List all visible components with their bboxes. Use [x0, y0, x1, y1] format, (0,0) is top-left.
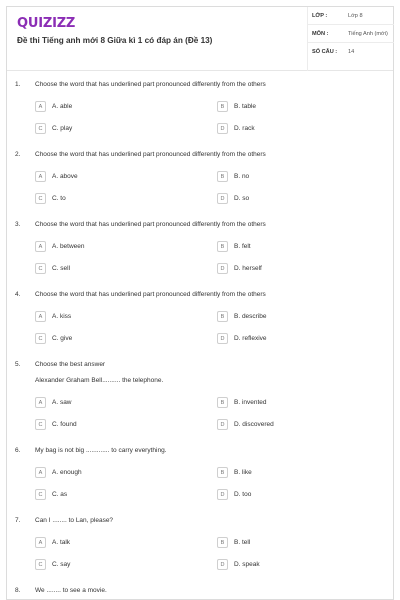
meta-value: Tiếng Anh (mới)	[348, 31, 388, 37]
option-letter-box[interactable]: A	[35, 537, 46, 548]
option-letter-box[interactable]: B	[217, 171, 228, 182]
option-letter-box[interactable]: A	[35, 171, 46, 182]
option-text: D. speak	[234, 561, 260, 568]
option-text: A. between	[52, 243, 85, 250]
option-text: B. table	[234, 103, 257, 110]
question-number: 7.	[15, 517, 21, 524]
option-letter-box[interactable]: A	[35, 101, 46, 112]
option-text: A. kiss	[52, 313, 72, 320]
option-letter-box[interactable]: D	[217, 333, 228, 344]
meta-row-class	[308, 7, 394, 25]
option-text: D. rack	[234, 125, 255, 132]
meta-key: SỐ CÂU :	[312, 49, 338, 55]
option-text: C. say	[52, 561, 71, 568]
option-text: A. talk	[52, 539, 71, 546]
question-text: Choose the word that has underlined part pronounced differently from the others	[35, 221, 266, 228]
question-text: Choose the word that has underlined part pronounced differently from the others	[35, 151, 266, 158]
meta-value: Lớp 8	[348, 13, 363, 19]
question-sentence: Alexander Graham Bell.......... the telephone.	[35, 377, 164, 384]
meta-row-subject	[308, 25, 394, 43]
option-text: C. to	[52, 195, 66, 202]
meta-row-count	[308, 43, 394, 61]
question-text: Choose the word that has underlined part pronounced differently from the others	[35, 291, 266, 298]
option-text: B. like	[234, 469, 252, 476]
question-text: Choose the word that has underlined part pronounced differently from the others	[35, 81, 266, 88]
question-number: 5.	[15, 361, 21, 368]
option-text: B. tell	[234, 539, 251, 546]
option-letter-box[interactable]: B	[217, 241, 228, 252]
option-text: B. invented	[234, 399, 267, 406]
option-letter-box[interactable]: D	[217, 559, 228, 570]
option-letter-box[interactable]: B	[217, 467, 228, 478]
meta-key: LỚP :	[312, 13, 328, 19]
option-letter-box[interactable]: C	[35, 559, 46, 570]
option-letter-box[interactable]: D	[217, 263, 228, 274]
option-letter-box[interactable]: B	[217, 311, 228, 322]
option-letter-box[interactable]: A	[35, 241, 46, 252]
option-text: D. herself	[234, 265, 262, 272]
meta-table	[307, 7, 393, 71]
option-text: A. saw	[52, 399, 72, 406]
option-letter-box[interactable]: C	[35, 263, 46, 274]
meta-value: 14	[348, 49, 355, 55]
worksheet-page	[6, 6, 394, 600]
quizizz-logo: QUIZIZZ	[17, 16, 76, 31]
option-text: B. no	[234, 173, 250, 180]
option-letter-box[interactable]: D	[217, 123, 228, 134]
question-number: 6.	[15, 447, 21, 454]
option-letter-box[interactable]: C	[35, 193, 46, 204]
worksheet-header	[7, 7, 393, 71]
question-text: My bag is not big ............. to carry everything.	[35, 447, 167, 454]
option-letter-box[interactable]: C	[35, 123, 46, 134]
option-letter-box[interactable]: A	[35, 311, 46, 322]
option-text: C. found	[52, 421, 77, 428]
option-text: A. above	[52, 173, 78, 180]
option-letter-box[interactable]: A	[35, 397, 46, 408]
option-letter-box[interactable]: B	[217, 537, 228, 548]
question-text: Choose the best answer	[35, 361, 106, 368]
option-text: D. reflexive	[234, 335, 267, 342]
option-letter-box[interactable]: B	[217, 397, 228, 408]
option-letter-box[interactable]: B	[217, 101, 228, 112]
page-title: Đề thi Tiếng anh mới 8 Giữa kì 1 có đáp án (Đề 13)	[17, 36, 213, 45]
option-text: D. discovered	[234, 421, 274, 428]
option-text: B. describe	[234, 313, 267, 320]
question-number: 4.	[15, 291, 21, 298]
meta-key: MÔN :	[312, 31, 329, 37]
option-letter-box[interactable]: C	[35, 419, 46, 430]
question-text: Can I ........ to Lan, please?	[35, 517, 114, 524]
question-number: 1.	[15, 81, 21, 88]
option-letter-box[interactable]: D	[217, 193, 228, 204]
question-text: We ........ to see a movie.	[35, 587, 107, 594]
option-text: A. able	[52, 103, 73, 110]
option-text: B. felt	[234, 243, 251, 250]
option-text: D. too	[234, 491, 252, 498]
option-text: A. enough	[52, 469, 82, 476]
option-letter-box[interactable]: C	[35, 489, 46, 500]
option-letter-box[interactable]: A	[35, 467, 46, 478]
option-letter-box[interactable]: C	[35, 333, 46, 344]
question-number: 3.	[15, 221, 21, 228]
option-text: C. as	[52, 491, 68, 498]
option-text: C. give	[52, 335, 73, 342]
option-text: C. play	[52, 125, 73, 132]
option-text: C. sell	[52, 265, 71, 272]
option-letter-box[interactable]: D	[217, 489, 228, 500]
option-text: D. so	[234, 195, 250, 202]
question-number: 8.	[15, 587, 21, 594]
option-letter-box[interactable]: D	[217, 419, 228, 430]
question-number: 2.	[15, 151, 21, 158]
